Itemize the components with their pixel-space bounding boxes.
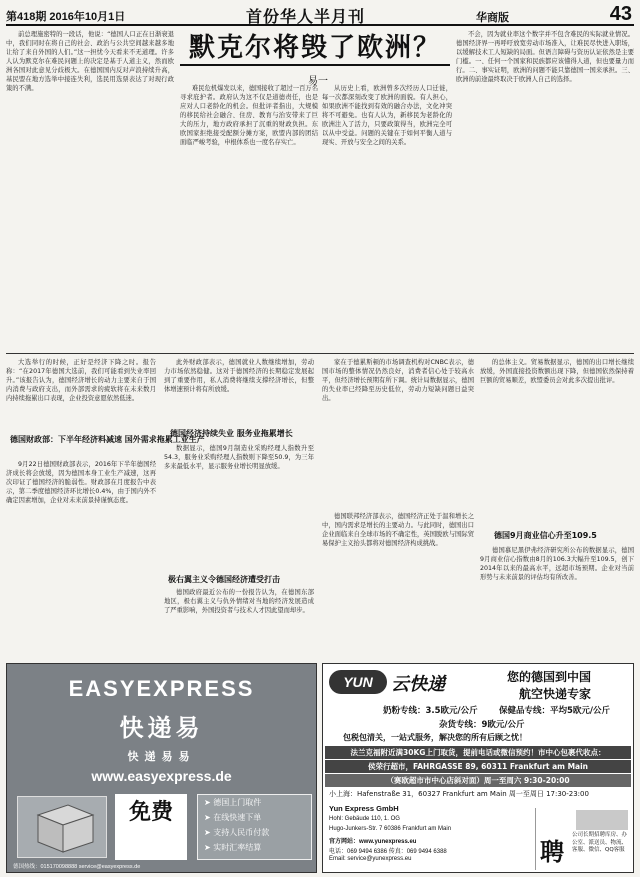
package-illustration xyxy=(17,796,107,858)
company-phone: 电话：069 9494 6386 传真：069 9494 6388 xyxy=(329,849,447,855)
company-email[interactable]: Email: service@yunexpress.eu xyxy=(329,856,412,862)
article-paragraph: 前总理施密特的一段话，他说：“德国人口正在日渐衰退中，我们同时在将自己的社会、政治与公共空间越来越多地让给了来自外国的人们。”这一担忧今天看来不无道理。许多人认为默克尔在难民问题上的决定是基于人道主义，然而欧洲各国对此意见分歧极大。在德国国内反对声浪持续升高，基民盟在地方选举中接连失利，选民用选票表达了对现行政策的不满。 xyxy=(6,31,174,93)
news-column-right xyxy=(322,358,474,508)
news-paragraph: 此外财政部表示，德国就业人数继续增加，劳动力市场依然稳健。这对于德国经济的长期稳定发展起到了重要作用，私人消费将继续支撑经济增长，但整体增速预计将有所放缓。 xyxy=(164,359,314,394)
pickup-info-band: 法兰克福附近满30KG上门取货，提前电话或微信预约！市中心包裹代收点： xyxy=(325,746,631,759)
news-column-far-right xyxy=(480,358,634,526)
service-promise: 包税包清关，一站式服务，解决您的所有后顾之忧！ xyxy=(343,733,527,742)
news-subheading-business-confidence: 德国9月商业信心升至109.5 xyxy=(494,531,597,540)
news-subheading-extremism: 极右翼主义令德国经济遭受打击 xyxy=(168,575,280,584)
yunexpress-chinese-name: 云快递 xyxy=(391,674,445,695)
news-column-left-2 xyxy=(6,460,156,656)
company-street: Hugo-Junkers-Str. 7 60386 Frankfurt am Main xyxy=(329,826,452,832)
article-column-2 xyxy=(180,84,318,350)
company-building: Hohl: Gebäude 110, 1. OG xyxy=(329,816,400,822)
news-column-center xyxy=(164,358,314,416)
news-paragraph: 9月22日德国财政部表示，2016年下半年德国经济成长将会放缓，因为德国本身工业生产减速，这再次印证了德国经济的脆弱性。财政部在月度报告中表示，第二季度德国经济环比增长0.4%，由于国内外不确定因素增加，企业对未来前景持谨慎态度。 xyxy=(6,461,156,505)
yunexpress-slogan-2: 航空快递专家 xyxy=(519,687,592,701)
news-column-right-2 xyxy=(322,512,474,656)
feature-item: ➤ 德国上门取件 xyxy=(204,798,262,807)
easyexpress-logo: EASYEXPRESS xyxy=(68,676,255,701)
yunexpress-logo: YUN xyxy=(329,670,387,694)
feature-item: ➤ 在线快速下单 xyxy=(204,813,262,822)
paper-name: 首份华人半月刊 xyxy=(246,7,366,26)
article-headline: 默克尔将毁了欧洲？ xyxy=(180,30,450,66)
news-paragraph: 德国慕尼黑伊弗经济研究所公布的数据显示，德国9月商业信心指数由8月的106.3大幅升至109.5，创下2014年以来的最高水平，远超市场预期。企业对当前形势与未来前景的评估均有所改善。 xyxy=(480,547,634,582)
store-address-band: 侯荣行超市，FAHRGASSE 89, 60311 Frankfurt am Main xyxy=(325,760,631,773)
rate-general-goods: 杂货专线：9欧元/公斤 xyxy=(439,720,525,730)
easyexpress-chinese-name: 快递易 xyxy=(119,714,204,742)
news-paragraph: 的总体主义。贸易数据显示，德国的出口增长继续放缓，外国直接投资数额出现下降，但德国依然保持着巨额的贸易顺差，欧盟委员会对此多次提出批评。 xyxy=(480,359,634,385)
news-subheading-finance: 德国财政部：下半年经济料减速 国外需求拖累工业生产 xyxy=(10,435,205,444)
news-paragraph: 家在于德累斯顿的市场调查机构对CNBC表示，德国市场的整体情况仍然良好，消费者信心处于较高水平，但经济增长预期有所下调。统计局数据显示，德国的失业率已经降至历史低位，劳动力短缺问题日益突出。 xyxy=(322,359,474,403)
news-paragraph: 数据显示，德国9月制造业采购经理人指数升至54.3，服务业采购经理人指数则下降至50.9，为三年多来最低水平，显示服务业增长明显放缓。 xyxy=(164,445,314,471)
feature-item: ➤ 实时汇率结算 xyxy=(204,843,262,852)
recruitment-image xyxy=(576,810,628,830)
article-column-3 xyxy=(322,84,452,350)
page-header xyxy=(6,4,634,26)
package-icon xyxy=(18,797,108,859)
recruitment-text: 公司长期招聘库房、办公室、派送员、物流、客服、微信、QQ客服 xyxy=(572,832,628,853)
section-name: 华商版 xyxy=(476,11,509,24)
easyexpress-contact: 德国热线：015170098888 service@easyexpress.de xyxy=(13,864,141,870)
easyexpress-feature-list xyxy=(197,794,312,860)
article-paragraph: 难民危机爆发以来，德国接收了超过一百万名寻求庇护者。政府认为这不仅是道德责任，也是应对人口老龄化的机会。但批评者指出，大规模的移民给社会融合、住房、教育与治安带来了巨大的压力，地方政府承担了沉重的财政负担。东欧国家拒绝接受配额分摊方案，欧盟内部的团结面临严峻考验，申根体系也一度名存实亡。 xyxy=(180,85,318,147)
news-column-center-2 xyxy=(164,444,314,568)
easyexpress-website[interactable]: www.easyexpress.de xyxy=(91,768,232,784)
rate-health-products: 保健品专线：平均5欧元/公斤 xyxy=(499,706,611,716)
news-paragraph: 大选举行的时候，正好是经济下降之时。报告称：“在2017年德国大选前，我们可能看到失业率回升。”该报告认为，德国经济增长的动力主要来自于国内消费与政府支出，而外部需求的疲软将在未来数月内持续拖累出口表现，企业投资意愿依然低迷。 xyxy=(6,359,156,403)
rate-milk-powder: 奶粉专线：3.5欧元/公斤 xyxy=(383,706,478,716)
news-column-center-3 xyxy=(164,588,314,656)
section-divider xyxy=(6,353,634,354)
easyexpress-tagline: 快递易易 xyxy=(127,750,196,763)
news-paragraph: 德国联邦经济部表示，德国经济正处于温和增长之中，国内需求是增长的主要动力。与此同时，德国出口企业面临来自全球市场的不确定性，英国脱欧与国际贸易保护主义抬头都将对德国经济构成挑战。 xyxy=(322,513,474,548)
article-byline: 易一 xyxy=(308,76,328,87)
news-column-far-right-2 xyxy=(480,546,634,656)
job-recruitment-box xyxy=(535,808,631,870)
article-column-4 xyxy=(456,30,634,350)
recruitment-character: 聘 xyxy=(540,838,564,866)
company-website[interactable]: 官方网站：www.yunexpress.eu xyxy=(329,839,417,845)
article-paragraph: 不会，因为就业率这个数字并不包含难民的实际就业情况。德国经济界一再呼吁放宽劳动市场准入，让难民尽快进入职场，以缓解技术工人短缺的局面。但语言障碍与资历认证依然是主要门槛。一、任何一个国家和民族都应该懂得人道，但也要量力而行。二、事实证明，欧洲的问题不能只靠德国一国来承担。三、欧洲的前途最终取决于欧洲人自己的选择。 xyxy=(456,31,634,84)
news-subheading-services: 德国经济持续失业 服务业拖累增长 xyxy=(170,429,293,438)
news-paragraph: 德国政府最近公布的一份报告认为，在德国东部地区，极右翼主义与仇外情绪对当地的经济发展造成了严重影响，外国投资者与技术人才因此望而却步。 xyxy=(164,589,314,615)
page-number: 43 xyxy=(609,3,632,25)
second-location: 小上海：Hafenstraße 31，60327 Frankfurt am Main 周一至周日 17:30-23:00 xyxy=(329,790,589,798)
company-name: Yun Express GmbH xyxy=(329,804,399,813)
news-column-left xyxy=(6,358,156,430)
issue-number: 第418期 2016年10月1日 xyxy=(6,11,126,23)
article-paragraph: 从历史上看，欧洲曾多次经历人口迁徙，每一次都深刻改变了欧洲的面貌。有人担心，如果欧洲不能找到有效的融合办法，文化冲突将不可避免。也有人认为，新移民为老龄化的欧洲注入了活力，只要政策得当，欧洲完全可以从中受益。问题的关键在于如何平衡人道与现实、开放与安全之间的关系。 xyxy=(322,85,452,147)
free-badge: 免费 xyxy=(115,794,187,860)
yunexpress-slogan: 您的德国到中国 xyxy=(507,670,592,684)
article-column-1 xyxy=(6,30,174,350)
feature-item: ➤ 支持人民币付款 xyxy=(204,828,270,837)
store-hours-band: （赛欧超市市中心店斜对面）周一至周六 9:30-20:00 xyxy=(325,774,631,787)
yunexpress-advertisement[interactable] xyxy=(322,663,634,873)
easyexpress-advertisement[interactable] xyxy=(6,663,317,873)
